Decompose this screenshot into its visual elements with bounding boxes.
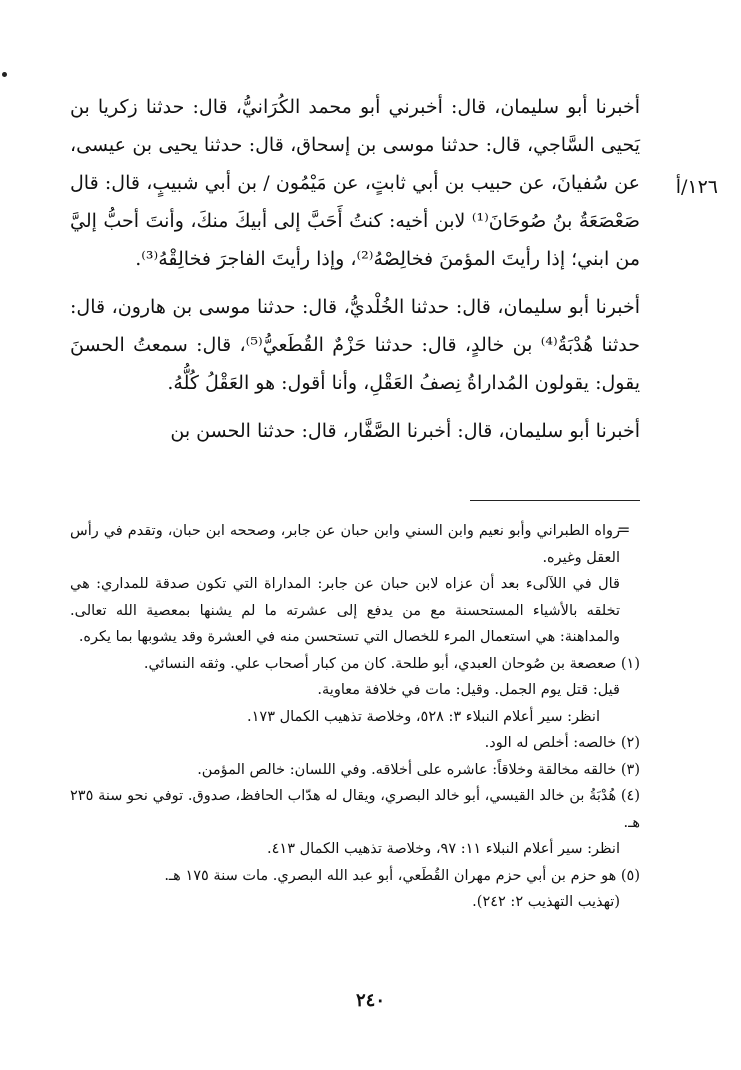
footnote-1-ref: انظر: سير أعلام النبلاء ٣: ٥٢٨، وخلاصة تذهيب الكمال ١٧٣. [247,708,600,725]
footnote-1: (١) صعصعة بن صُوحان العبدي، أبو طلحة. كان من كبار أصحاب علي. وثقه النسائي. [143,655,640,672]
page-number: ٢٤٠ [355,990,385,1011]
footnote-2: (٢) خالصه: أخلص له الود. [484,735,640,751]
paragraph-3: أخبرنا أبو سليمان، قال: أخبرنا الصَّفَّار، قال: حدثنا الحسن بن [170,420,640,442]
footnote-continuation-2: قال في اللآلىء بعد أن عزاه لابن حبان عن جابر: المداراة التي تكون صدقة للمداري: هي تخلقه بالأشياء المستحسنة مع من يدفع إلى عشرته ما لم يشنها بمعصية الله تعالى. والمداهنة: هي استعمال المرء للخصال التي تستحسن منه في العشرة وقد يشوبها بما يكره. [70,576,620,645]
footnote-3: (٣) خالقه مخالقة وخلاقاً: عاشره على أخلاقه. وفي اللسان: خالص المؤمن. [197,761,640,778]
footnote-4: (٤) هُدْبَةُ بن خالد القيسي، أبو خالد البصري، ويقال له هدّاب الحافظ، صدوق. توفي نحو سنة ٢٣٥ هـ. [70,788,640,831]
scan-speck [2,72,7,77]
paragraph-1: أخبرنا أبو سليمان، قال: أخبرني أبو محمد الكُرَانيُّ، قال: حدثنا زكريا بن يَحيى السَّاجي، قال: حدثنا موسى بن إسحاق، قال: حدثنا يحيى بن عيسى، عن سُفيانَ، عن حبيب بن أبي ثابتٍ، عن مَيْمُون / بن أبي شبيبٍ، قال: قال صَعْصَعَةُ بنُ صُوحَانَ⁽¹⁾ لابن أخيه: كنتُ أَحَبَّ إلى أبيكَ منكَ، وأنتَ أحبُّ إليَّ من ابني؛ إذا رأيتَ المؤمنَ فخالِصْهُ⁽²⁾، وإذا رأيتَ الفاجرَ فخالِقْهُ⁽³⁾. [70,96,640,270]
footnotes [70,518,640,916]
footnote-continuation-1: رواه الطبراني وأبو نعيم وابن السني وابن حبان عن جابر، وصححه ابن حبان، وتقدم في رأس العقل وغيره. [70,523,620,566]
continuation-mark: = [617,520,631,539]
main-text [70,88,640,460]
margin-folio-note: ١٢٦/أ [675,176,718,198]
footnote-5: (٥) هو حزم بن أبي حزم مهران القُطَعي، أبو عبد الله البصري. مات سنة ١٧٥ هـ. [164,867,640,884]
footnote-5-ref: (تهذيب التهذيب ٢: ٢٤٢). [472,894,620,910]
paragraph-2: أخبرنا أبو سليمان، قال: حدثنا الخُلْديُّ، قال: حدثنا موسى بن هارون، قال: حدثنا هُدْبَةُ⁽⁴⁾ بن خالدٍ، قال: حدثنا حَزْمٌ القُطَعيُّ⁽⁵⁾، قال: سمعتُ الحسنَ يقول: يقولون المُداراةُ نِصفُ العَقْلِ، وأنا أقول: هو العَقْلُ كُلُّهُ. [70,296,640,394]
footnote-1-line-2: قيل: قتل يوم الجمل. وقيل: مات في خلافة معاوية. [317,682,620,698]
footnote-4-ref: انظر: سير أعلام النبلاء ١١: ٩٧، وخلاصة تذهيب الكمال ٤١٣. [267,841,620,857]
footnote-separator [470,500,640,501]
